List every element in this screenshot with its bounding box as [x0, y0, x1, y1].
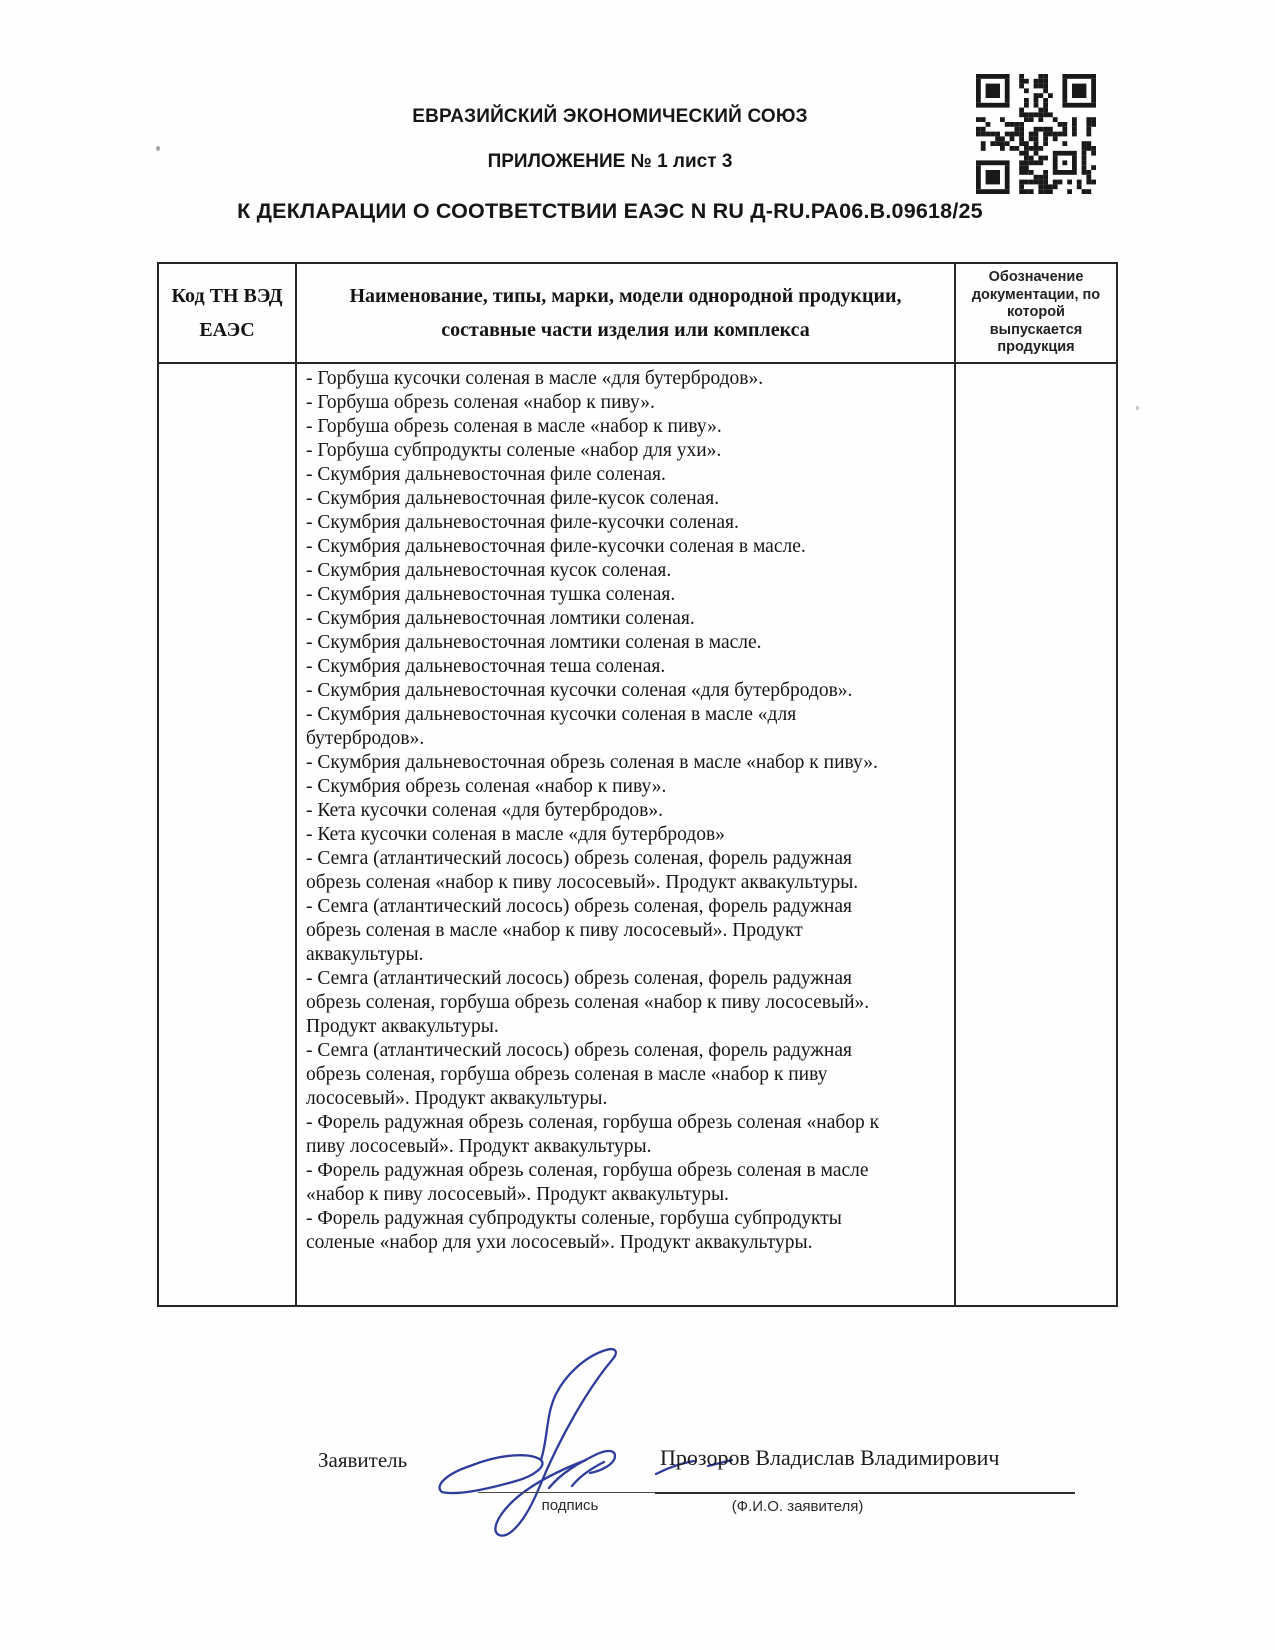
product-list-item: - Семга (атлантический лосось) обрезь соленая, форель радужная обрезь соленая «набор к пиву лососевый». Продукт аквакультуры.: [306, 848, 859, 893]
declaration-number-title: К ДЕКЛАРАЦИИ О СООТВЕТСТВИИ ЕАЭС N RU Д-RU.РА06.В.09618/25: [237, 199, 983, 223]
product-list-item: - Скумбрия дальневосточная кусочки соленая в масле «для бутербродов».: [306, 704, 797, 749]
products-table: [157, 262, 1118, 1307]
scan-artifact-dot: [1136, 406, 1139, 410]
product-list-item: - Кета кусочки соленая в масле «для бутербродов»: [306, 824, 725, 845]
qr-code-icon: [976, 74, 1096, 194]
signature-line: [478, 1492, 663, 1493]
column-header-product-name: Наименование, типы, марки, модели однородной продукции, составные части изделия или комплекса: [295, 264, 956, 362]
product-list-item: - Форель радужная обрезь соленая, горбуша обрезь соленая «набор к пиву лососевый». Продукт аквакультуры.: [306, 1112, 880, 1157]
union-title: ЕВРАЗИЙСКИЙ ЭКОНОМИЧЕСКИЙ СОЮЗ: [412, 106, 808, 127]
cell-documentation: [956, 364, 1116, 1305]
product-list-item: - Скумбрия дальневосточная ломтики соленая.: [306, 608, 695, 629]
column-header-code: Код ТН ВЭД ЕАЭС: [171, 285, 283, 341]
name-line: [655, 1492, 1075, 1494]
product-list-item: - Скумбрия дальневосточная тушка соленая.: [306, 584, 676, 605]
product-list-item: - Семга (атлантический лосось) обрезь соленая, форель радужная обрезь соленая, горбуша обрезь соленая «набор к пиву лососевый». Продукт аквакультуры.: [306, 968, 870, 1037]
scan-artifact-dot: [156, 146, 160, 151]
product-list-item: - Горбуша обрезь соленая «набор к пиву».: [306, 392, 655, 413]
product-list-item: - Скумбрия дальневосточная теша соленая.: [306, 656, 666, 677]
product-list-item: - Скумбрия дальневосточная филе соленая.: [306, 464, 666, 485]
annex-title: ПРИЛОЖЕНИЕ № 1 лист 3: [487, 151, 733, 172]
product-list-item: - Скумбрия обрезь соленая «набор к пиву».: [306, 776, 667, 797]
table-header-row: [159, 264, 1116, 364]
product-list-item: - Скумбрия дальневосточная филе-кусочки соленая в масле.: [306, 536, 806, 557]
cell-code: [159, 364, 295, 1305]
table-body-row: [159, 364, 1116, 1305]
product-list-item: - Горбуша обрезь соленая в масле «набор к пиву».: [306, 416, 722, 437]
cell-product-list: [295, 364, 956, 1305]
product-list-item: - Скумбрия дальневосточная кусок соленая.: [306, 560, 672, 581]
product-list-item: - Форель радужная субпродукты соленые, горбуша субпродукты соленые «набор для ухи лососевый». Продукт аквакультуры.: [306, 1208, 842, 1253]
signature-caption: подпись: [541, 1497, 599, 1514]
applicant-label: Заявитель: [318, 1448, 408, 1472]
product-list-item: - Скумбрия дальневосточная филе-кусок соленая.: [306, 488, 720, 509]
product-list-item: - Скумбрия дальневосточная обрезь соленая в масле «набор к пиву».: [306, 752, 878, 773]
product-list-item: - Горбуша субпродукты соленые «набор для ухи».: [306, 440, 722, 461]
product-list-item: - Кета кусочки соленая «для бутербродов».: [306, 800, 663, 821]
product-list-item: - Скумбрия дальневосточная филе-кусочки соленая.: [306, 512, 739, 533]
product-list-item: - Скумбрия дальневосточная ломтики соленая в масле.: [306, 632, 762, 653]
applicant-name: Прозоров Владислав Владимирович: [660, 1445, 1000, 1470]
column-header-documentation: Обозначение документации, по которой выпускается продукция: [971, 269, 1101, 356]
name-caption: (Ф.И.О. заявителя): [731, 1498, 864, 1515]
product-list-item: - Скумбрия дальневосточная кусочки соленая «для бутербродов».: [306, 680, 853, 701]
product-list-item: - Семга (атлантический лосось) обрезь соленая, форель радужная обрезь соленая, горбуша обрезь соленая в масле «набор к пиву лососевый». Продукт аквакультуры.: [306, 1040, 852, 1109]
product-list-item: - Семга (атлантический лосось) обрезь соленая, форель радужная обрезь соленая в масле «набор к пиву лососевый». Продукт аквакультуры.: [306, 896, 852, 965]
product-list-item: - Форель радужная обрезь соленая, горбуша обрезь соленая в масле «набор к пиву лососевый». Продукт аквакультуры.: [306, 1160, 869, 1205]
product-list-item: - Горбуша кусочки соленая в масле «для бутербродов».: [306, 368, 764, 389]
